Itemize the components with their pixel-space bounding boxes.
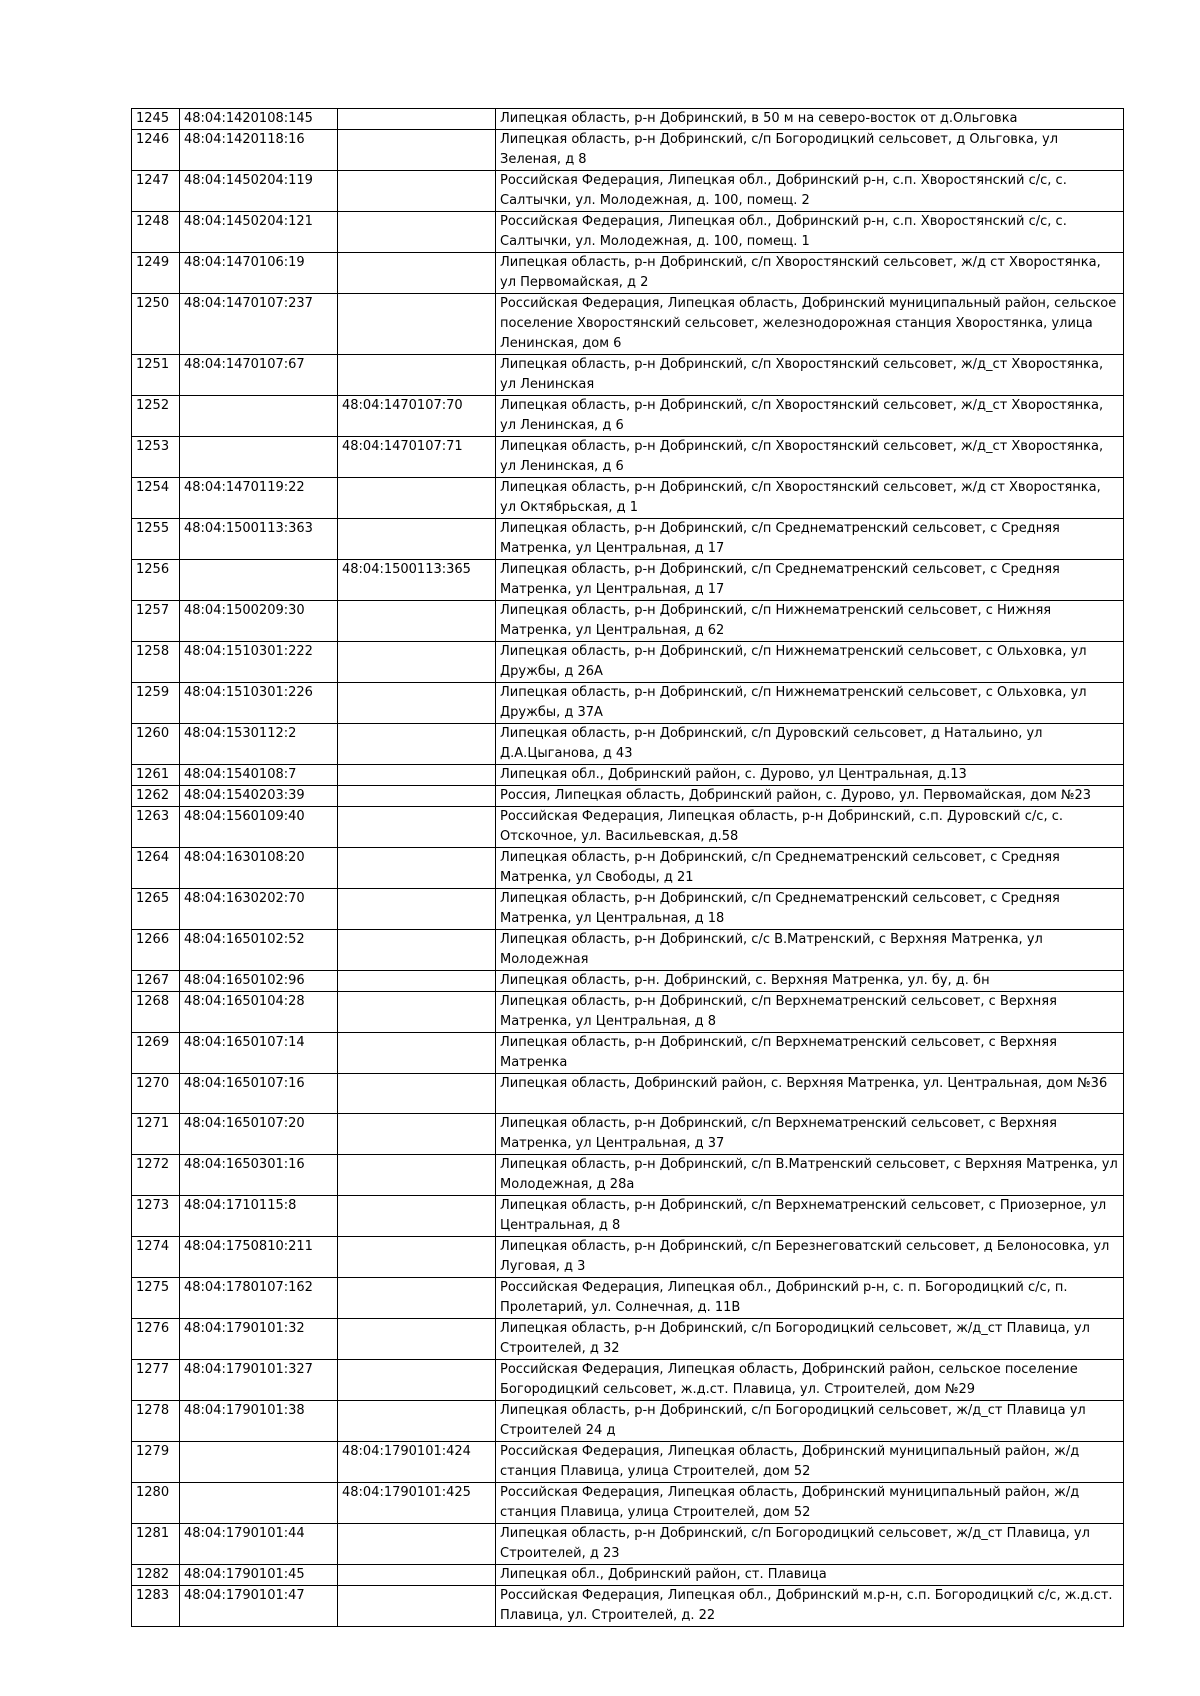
table-row <box>132 171 1124 212</box>
address-cell: Липецкая область, р-н Добринский, с/п Верхнематренский сельсовет, с Верхняя Матренка, ул Центральная, д 37 <box>496 1114 1124 1155</box>
cadastral-number-cell <box>180 1483 338 1524</box>
row-number-cell: 1282 <box>132 1565 180 1586</box>
cadastral-number-cell: 48:04:1470107:67 <box>180 355 338 396</box>
cadastral-number-secondary-cell <box>338 1237 496 1278</box>
row-number-cell: 1266 <box>132 930 180 971</box>
row-number-cell: 1262 <box>132 786 180 807</box>
table-row <box>132 1074 1124 1114</box>
cadastral-number-cell: 48:04:1750810:211 <box>180 1237 338 1278</box>
table-row <box>132 437 1124 478</box>
address-cell: Липецкая область, р-н Добринский, с/п Хворостянский сельсовет, ж/д ст Хворостянка, ул Первомайская, д 2 <box>496 253 1124 294</box>
address-cell: Липецкая область, р-н Добринский, с/п Богородицкий сельсовет, ж/д_ст Плавица ул Строителей 24 д <box>496 1401 1124 1442</box>
row-number-cell: 1277 <box>132 1360 180 1401</box>
address-cell: Российская Федерация, Липецкая область, Добринский муниципальный район, сельское поселение Хворостянский сельсовет, железнодорожная станция Хворостянка, улица Ленинская, дом 6 <box>496 294 1124 355</box>
table-row <box>132 1360 1124 1401</box>
table-row <box>132 971 1124 992</box>
row-number-cell: 1259 <box>132 683 180 724</box>
table-row <box>132 519 1124 560</box>
row-number-cell: 1250 <box>132 294 180 355</box>
cadastral-number-cell: 48:04:1540203:39 <box>180 786 338 807</box>
address-cell: Липецкая область, р-н Добринский, с/п Среднематренский сельсовет, с Средняя Матренка, ул Свободы, д 21 <box>496 848 1124 889</box>
row-number-cell: 1276 <box>132 1319 180 1360</box>
row-number-cell: 1257 <box>132 601 180 642</box>
row-number-cell: 1267 <box>132 971 180 992</box>
table-row <box>132 1278 1124 1319</box>
cadastral-number-secondary-cell <box>338 1319 496 1360</box>
table-row <box>132 848 1124 889</box>
table-row <box>132 1196 1124 1237</box>
address-cell: Липецкая область, р-н Добринский, с/п Среднематренский сельсовет, с Средняя Матренка, ул Центральная, д 18 <box>496 889 1124 930</box>
cadastral-number-secondary-cell: 48:04:1470107:71 <box>338 437 496 478</box>
cadastral-number-cell: 48:04:1470107:237 <box>180 294 338 355</box>
cadastral-number-cell: 48:04:1450204:119 <box>180 171 338 212</box>
cadastral-number-cell: 48:04:1650107:16 <box>180 1074 338 1114</box>
row-number-cell: 1268 <box>132 992 180 1033</box>
table-row <box>132 253 1124 294</box>
cadastral-number-secondary-cell <box>338 807 496 848</box>
cadastral-number-cell: 48:04:1470119:22 <box>180 478 338 519</box>
row-number-cell: 1249 <box>132 253 180 294</box>
cadastral-number-secondary-cell <box>338 1196 496 1237</box>
address-cell: Российская Федерация, Липецкая обл., Добринский р-н, с. п. Богородицкий с/с, п. Пролетарий, ул. Солнечная, д. 11В <box>496 1278 1124 1319</box>
cadastral-number-secondary-cell <box>338 1278 496 1319</box>
cadastral-number-cell: 48:04:1780107:162 <box>180 1278 338 1319</box>
row-number-cell: 1263 <box>132 807 180 848</box>
cadastral-number-secondary-cell <box>338 478 496 519</box>
table-row <box>132 930 1124 971</box>
table-row <box>132 1524 1124 1565</box>
table-row <box>132 992 1124 1033</box>
cadastral-number-cell: 48:04:1650107:20 <box>180 1114 338 1155</box>
row-number-cell: 1269 <box>132 1033 180 1074</box>
row-number-cell: 1252 <box>132 396 180 437</box>
table-row <box>132 1586 1124 1627</box>
address-cell: Липецкая обл., Добринский район, с. Дурово, ул Центральная, д.13 <box>496 765 1124 786</box>
address-cell: Российская Федерация, Липецкая обл., Добринский м.р-н, с.п. Богородицкий с/с, ж.д.ст. Плавица, ул. Строителей, д. 22 <box>496 1586 1124 1627</box>
row-number-cell: 1271 <box>132 1114 180 1155</box>
table-row <box>132 355 1124 396</box>
cadastral-number-secondary-cell <box>338 786 496 807</box>
table-row <box>132 1483 1124 1524</box>
table-row <box>132 1033 1124 1074</box>
cadastral-number-secondary-cell <box>338 642 496 683</box>
address-cell: Липецкая обл., Добринский район, ст. Плавица <box>496 1565 1124 1586</box>
cadastral-number-secondary-cell <box>338 1586 496 1627</box>
address-cell: Липецкая область, р-н Добринский, с/п Нижнематренский сельсовет, с Ольховка, ул Дружбы, д 26А <box>496 642 1124 683</box>
address-cell: Липецкая область, р-н Добринский, с/п Хворостянский сельсовет, ж/д_ст Хворостянка, ул Ленинская, д 6 <box>496 437 1124 478</box>
cadastral-number-cell: 48:04:1650102:96 <box>180 971 338 992</box>
cadastral-number-cell <box>180 1442 338 1483</box>
address-cell: Липецкая область, р-н Добринский, с/п Богородицкий сельсовет, ж/д_ст Плавица, ул Строителей, д 23 <box>496 1524 1124 1565</box>
table-row <box>132 1114 1124 1155</box>
table-row <box>132 130 1124 171</box>
cadastral-number-cell: 48:04:1470106:19 <box>180 253 338 294</box>
table-row <box>132 807 1124 848</box>
table-row <box>132 724 1124 765</box>
row-number-cell: 1274 <box>132 1237 180 1278</box>
cadastral-number-secondary-cell <box>338 930 496 971</box>
cadastral-number-cell: 48:04:1790101:38 <box>180 1401 338 1442</box>
cadastral-number-secondary-cell <box>338 294 496 355</box>
row-number-cell: 1258 <box>132 642 180 683</box>
address-cell: Липецкая область, р-н Добринский, с/п Хворостянский сельсовет, ж/д_ст Хворостянка, ул Ленинская <box>496 355 1124 396</box>
table-row <box>132 560 1124 601</box>
cadastral-number-secondary-cell <box>338 171 496 212</box>
cadastral-number-cell <box>180 396 338 437</box>
row-number-cell: 1283 <box>132 1586 180 1627</box>
row-number-cell: 1280 <box>132 1483 180 1524</box>
address-cell: Липецкая область, р-н Добринский, с/п Верхнематренский сельсовет, с Верхняя Матренка <box>496 1033 1124 1074</box>
cadastral-number-secondary-cell <box>338 889 496 930</box>
row-number-cell: 1246 <box>132 130 180 171</box>
cadastral-number-secondary-cell <box>338 971 496 992</box>
table-row <box>132 642 1124 683</box>
table-row <box>132 294 1124 355</box>
cadastral-number-secondary-cell <box>338 130 496 171</box>
cadastral-number-secondary-cell <box>338 1524 496 1565</box>
row-number-cell: 1248 <box>132 212 180 253</box>
table-row <box>132 601 1124 642</box>
cadastral-number-cell: 48:04:1790101:47 <box>180 1586 338 1627</box>
address-cell: Липецкая область, р-н Добринский, с/п Дуровский сельсовет, д Натальино, ул Д.А.Цыганова, д 43 <box>496 724 1124 765</box>
cadastral-number-secondary-cell <box>338 1074 496 1114</box>
cadastral-number-cell: 48:04:1790101:327 <box>180 1360 338 1401</box>
row-number-cell: 1275 <box>132 1278 180 1319</box>
cadastral-number-cell: 48:04:1450204:121 <box>180 212 338 253</box>
row-number-cell: 1278 <box>132 1401 180 1442</box>
address-cell: Липецкая область, р-н Добринский, с/п Верхнематренский сельсовет, с Приозерное, ул Центральная, д 8 <box>496 1196 1124 1237</box>
table-row <box>132 1565 1124 1586</box>
address-cell: Российская Федерация, Липецкая область, Добринский муниципальный район, ж/д станция Плавица, улица Строителей, дом 52 <box>496 1442 1124 1483</box>
address-cell: Липецкая область, р-н Добринский, с/п Верхнематренский сельсовет, с Верхняя Матренка, ул Центральная, д 8 <box>496 992 1124 1033</box>
row-number-cell: 1270 <box>132 1074 180 1114</box>
cadastral-number-cell: 48:04:1790101:44 <box>180 1524 338 1565</box>
cadastral-number-secondary-cell <box>338 1565 496 1586</box>
row-number-cell: 1279 <box>132 1442 180 1483</box>
cadastral-number-cell: 48:04:1510301:222 <box>180 642 338 683</box>
property-table <box>131 108 1124 1627</box>
address-cell: Липецкая область, р-н Добринский, с/п Богородицкий сельсовет, д Ольговка, ул Зеленая, д 8 <box>496 130 1124 171</box>
table-row <box>132 683 1124 724</box>
cadastral-number-cell: 48:04:1650301:16 <box>180 1155 338 1196</box>
table-row <box>132 109 1124 130</box>
row-number-cell: 1264 <box>132 848 180 889</box>
table-row <box>132 478 1124 519</box>
cadastral-number-secondary-cell <box>338 992 496 1033</box>
table-row <box>132 212 1124 253</box>
cadastral-number-cell: 48:04:1650104:28 <box>180 992 338 1033</box>
cadastral-number-secondary-cell: 48:04:1790101:425 <box>338 1483 496 1524</box>
row-number-cell: 1253 <box>132 437 180 478</box>
cadastral-number-cell: 48:04:1500113:363 <box>180 519 338 560</box>
cadastral-number-secondary-cell <box>338 1114 496 1155</box>
cadastral-number-secondary-cell <box>338 109 496 130</box>
address-cell: Липецкая область, р-н. Добринский, с. Верхняя Матренка, ул. бу, д. бн <box>496 971 1124 992</box>
table-body <box>132 109 1124 1627</box>
cadastral-number-cell: 48:04:1420118:16 <box>180 130 338 171</box>
cadastral-number-secondary-cell <box>338 519 496 560</box>
cadastral-number-cell: 48:04:1790101:32 <box>180 1319 338 1360</box>
row-number-cell: 1247 <box>132 171 180 212</box>
address-cell: Липецкая область, р-н Добринский, с/п Богородицкий сельсовет, ж/д_ст Плавица, ул Строителей, д 32 <box>496 1319 1124 1360</box>
address-cell: Российская Федерация, Липецкая область, Добринский район, сельское поселение Богородицкий сельсовет, ж.д.ст. Плавица, ул. Строителей, дом №29 <box>496 1360 1124 1401</box>
row-number-cell: 1261 <box>132 765 180 786</box>
address-cell: Липецкая область, р-н Добринский, с/п Среднематренский сельсовет, с Средняя Матренка, ул Центральная, д 17 <box>496 519 1124 560</box>
cadastral-number-secondary-cell: 48:04:1500113:365 <box>338 560 496 601</box>
row-number-cell: 1255 <box>132 519 180 560</box>
table-row <box>132 1237 1124 1278</box>
cadastral-number-cell: 48:04:1630202:70 <box>180 889 338 930</box>
cadastral-number-cell: 48:04:1710115:8 <box>180 1196 338 1237</box>
cadastral-number-secondary-cell <box>338 212 496 253</box>
cadastral-number-cell: 48:04:1500209:30 <box>180 601 338 642</box>
cadastral-number-cell: 48:04:1650107:14 <box>180 1033 338 1074</box>
cadastral-number-secondary-cell <box>338 1155 496 1196</box>
cadastral-number-cell: 48:04:1630108:20 <box>180 848 338 889</box>
table-row <box>132 1442 1124 1483</box>
cadastral-number-cell: 48:04:1540108:7 <box>180 765 338 786</box>
row-number-cell: 1251 <box>132 355 180 396</box>
address-cell: Российская Федерация, Липецкая область, Добринский муниципальный район, ж/д станция Плавица, улица Строителей, дом 52 <box>496 1483 1124 1524</box>
address-cell: Российская Федерация, Липецкая обл., Добринский р-н, с.п. Хворостянский с/с, с. Салтычки, ул. Молодежная, д. 100, помещ. 1 <box>496 212 1124 253</box>
cadastral-number-secondary-cell <box>338 765 496 786</box>
table-row <box>132 765 1124 786</box>
address-cell: Россия, Липецкая область, Добринский район, с. Дурово, ул. Первомайская, дом №23 <box>496 786 1124 807</box>
cadastral-number-secondary-cell <box>338 355 496 396</box>
cadastral-number-secondary-cell: 48:04:1790101:424 <box>338 1442 496 1483</box>
cadastral-number-secondary-cell <box>338 724 496 765</box>
cadastral-number-cell <box>180 437 338 478</box>
address-cell: Липецкая область, р-н Добринский, с/п Хворостянский сельсовет, ж/д_ст Хворостянка, ул Ленинская, д 6 <box>496 396 1124 437</box>
cadastral-number-secondary-cell <box>338 253 496 294</box>
cadastral-number-secondary-cell: 48:04:1470107:70 <box>338 396 496 437</box>
cadastral-number-cell <box>180 560 338 601</box>
row-number-cell: 1260 <box>132 724 180 765</box>
address-cell: Липецкая область, р-н Добринский, с/п Среднематренский сельсовет, с Средняя Матренка, ул Центральная, д 17 <box>496 560 1124 601</box>
address-cell: Липецкая область, р-н Добринский, с/п Березнеговатский сельсовет, д Белоносовка, ул Луговая, д 3 <box>496 1237 1124 1278</box>
row-number-cell: 1281 <box>132 1524 180 1565</box>
address-cell: Липецкая область, Добринский район, с. Верхняя Матренка, ул. Центральная, дом №36 <box>496 1074 1124 1114</box>
address-cell: Липецкая область, р-н Добринский, с/п Нижнематренский сельсовет, с Ольховка, ул Дружбы, д 37А <box>496 683 1124 724</box>
table-row <box>132 396 1124 437</box>
cadastral-number-secondary-cell <box>338 1401 496 1442</box>
address-cell: Липецкая область, р-н Добринский, с/п Нижнематренский сельсовет, с Нижняя Матренка, ул Центральная, д 62 <box>496 601 1124 642</box>
table-row <box>132 786 1124 807</box>
cadastral-number-cell: 48:04:1510301:226 <box>180 683 338 724</box>
cadastral-number-secondary-cell <box>338 1033 496 1074</box>
row-number-cell: 1272 <box>132 1155 180 1196</box>
cadastral-number-cell: 48:04:1790101:45 <box>180 1565 338 1586</box>
table-row <box>132 889 1124 930</box>
address-cell: Липецкая область, р-н Добринский, в 50 м на северо-восток от д.Ольговка <box>496 109 1124 130</box>
cadastral-number-secondary-cell <box>338 1360 496 1401</box>
cadastral-number-secondary-cell <box>338 601 496 642</box>
address-cell: Российская Федерация, Липецкая обл., Добринский р-н, с.п. Хворостянский с/с, с. Салтычки, ул. Молодежная, д. 100, помещ. 2 <box>496 171 1124 212</box>
row-number-cell: 1254 <box>132 478 180 519</box>
row-number-cell: 1256 <box>132 560 180 601</box>
address-cell: Липецкая область, р-н Добринский, с/с В.Матренский, с Верхняя Матренка, ул Молодежная <box>496 930 1124 971</box>
table-row <box>132 1155 1124 1196</box>
cadastral-number-cell: 48:04:1560109:40 <box>180 807 338 848</box>
cadastral-number-secondary-cell <box>338 683 496 724</box>
row-number-cell: 1265 <box>132 889 180 930</box>
address-cell: Липецкая область, р-н Добринский, с/п Хворостянский сельсовет, ж/д ст Хворостянка, ул Октябрьская, д 1 <box>496 478 1124 519</box>
row-number-cell: 1273 <box>132 1196 180 1237</box>
table-row <box>132 1401 1124 1442</box>
cadastral-number-cell: 48:04:1420108:145 <box>180 109 338 130</box>
address-cell: Российская Федерация, Липецкая область, р-н Добринский, с.п. Дуровский с/с, с. Отскочное, ул. Васильевская, д.58 <box>496 807 1124 848</box>
table-row <box>132 1319 1124 1360</box>
cadastral-number-secondary-cell <box>338 848 496 889</box>
address-cell: Липецкая область, р-н Добринский, с/п В.Матренский сельсовет, с Верхняя Матренка, ул Молодежная, д 28а <box>496 1155 1124 1196</box>
row-number-cell: 1245 <box>132 109 180 130</box>
cadastral-number-cell: 48:04:1650102:52 <box>180 930 338 971</box>
cadastral-number-cell: 48:04:1530112:2 <box>180 724 338 765</box>
